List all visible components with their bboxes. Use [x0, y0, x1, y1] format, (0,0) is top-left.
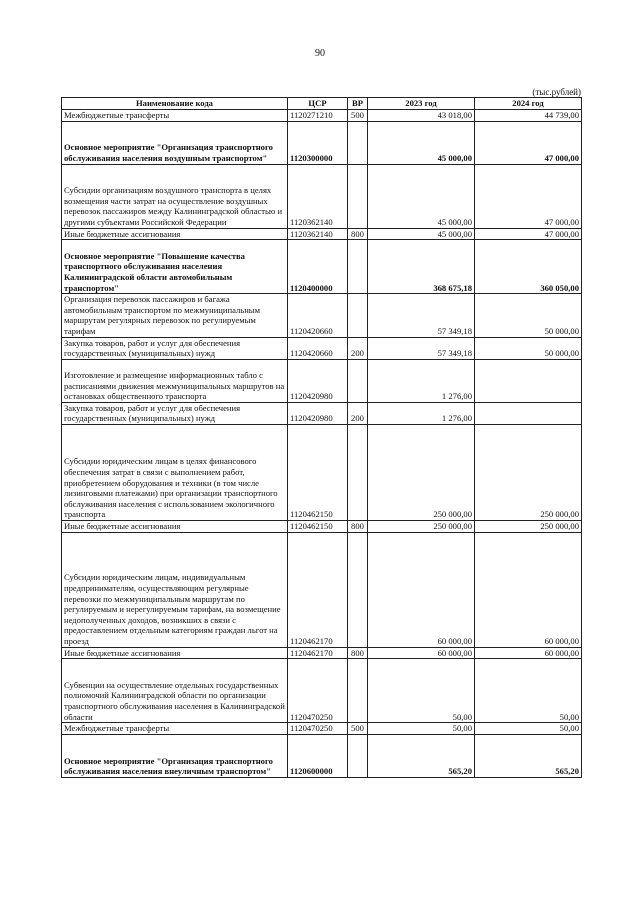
- value-2023-cell: 565,20: [368, 734, 475, 777]
- name-cell: Организация перевозок пассажиров и багажа автомобильным транспортом по межмуниципальным маршрутам регулярных перевозок по регулируемым тарифам: [62, 294, 288, 337]
- vr-cell: [348, 359, 368, 402]
- value-2024-cell: 60 000,00: [475, 647, 582, 659]
- header-name: Наименование кода: [62, 98, 288, 110]
- table-row: [62, 424, 582, 520]
- csr-cell: 1120462170: [288, 532, 348, 647]
- units-label: (тыс.рублей): [532, 87, 581, 97]
- csr-cell: 1120462170: [288, 647, 348, 659]
- vr-cell: 800: [348, 520, 368, 532]
- csr-cell: 1120470250: [288, 723, 348, 735]
- value-2023-cell: 43 018,00: [368, 110, 475, 122]
- vr-cell: 500: [348, 723, 368, 735]
- value-2023-cell: 1 276,00: [368, 402, 475, 424]
- name-cell: Закупка товаров, работ и услуг для обеспечения государственных (муниципальных) нужд: [62, 402, 288, 424]
- header-2024: 2024 год: [475, 98, 582, 110]
- value-2023-cell: 50,00: [368, 723, 475, 735]
- csr-cell: 1120470250: [288, 659, 348, 723]
- value-2023-cell: 50,00: [368, 659, 475, 723]
- vr-cell: [348, 532, 368, 647]
- vr-cell: [348, 164, 368, 228]
- name-cell: Субсидии юридическим лицам, индивидуальным предпринимателям, осуществляющим регулярные перевозки по межмуниципальным маршрутам по регулируемым и нерегулируемым тарифам, на возмещение недополученных доходов, возникших в связи с предоставлением отдельным категориям граждан льгот на проезд: [62, 532, 288, 647]
- vr-cell: 800: [348, 228, 368, 240]
- csr-cell: 1120420980: [288, 359, 348, 402]
- name-cell: Закупка товаров, работ и услуг для обеспечения государственных (муниципальных) нужд: [62, 337, 288, 359]
- name-cell: Иные бюджетные ассигнования: [62, 228, 288, 240]
- name-cell: Межбюджетные трансферты: [62, 723, 288, 735]
- value-2023-cell: 45 000,00: [368, 228, 475, 240]
- value-2024-cell: 47 000,00: [475, 228, 582, 240]
- name-cell: Иные бюджетные ассигнования: [62, 520, 288, 532]
- name-cell: Межбюджетные трансферты: [62, 110, 288, 122]
- vr-cell: 500: [348, 110, 368, 122]
- value-2024-cell: 47 000,00: [475, 164, 582, 228]
- header-2023: 2023 год: [368, 98, 475, 110]
- csr-cell: 1120420980: [288, 402, 348, 424]
- csr-cell: 1120300000: [288, 121, 348, 164]
- table-row: [62, 121, 582, 164]
- value-2024-cell: 250 000,00: [475, 424, 582, 520]
- value-2024-cell: 50 000,00: [475, 337, 582, 359]
- csr-cell: 1120362140: [288, 164, 348, 228]
- table-row: [62, 240, 582, 294]
- header-csr: ЦСР: [288, 98, 348, 110]
- table-row: [62, 294, 582, 337]
- value-2024-cell: 50,00: [475, 723, 582, 735]
- table-header-row: [62, 98, 582, 110]
- value-2024-cell: 44 739,00: [475, 110, 582, 122]
- value-2024-cell: 50 000,00: [475, 294, 582, 337]
- table-row: [62, 734, 582, 777]
- csr-cell: 1120600000: [288, 734, 348, 777]
- vr-cell: [348, 424, 368, 520]
- name-cell: Основное мероприятие "Повышение качества транспортного обслуживания населения Калининградской области автомобильным транспортом": [62, 240, 288, 294]
- value-2024-cell: 360 050,00: [475, 240, 582, 294]
- value-2023-cell: 250 000,00: [368, 424, 475, 520]
- table-row: [62, 532, 582, 647]
- name-cell: Изготовление и размещение информационных табло с расписаниями движения межмуниципальных маршрутов на остановках общественного транспорта: [62, 359, 288, 402]
- vr-cell: [348, 659, 368, 723]
- value-2024-cell: [475, 402, 582, 424]
- vr-cell: 200: [348, 337, 368, 359]
- value-2024-cell: 250 000,00: [475, 520, 582, 532]
- value-2024-cell: 47 000,00: [475, 121, 582, 164]
- name-cell: Основное мероприятие "Организация транспортного обслуживания населения воздушным транспортом": [62, 121, 288, 164]
- vr-cell: [348, 734, 368, 777]
- csr-cell: 1120420660: [288, 294, 348, 337]
- table-row: [62, 337, 582, 359]
- value-2023-cell: 45 000,00: [368, 121, 475, 164]
- table-row: [62, 359, 582, 402]
- table-row: [62, 520, 582, 532]
- value-2024-cell: 565,20: [475, 734, 582, 777]
- csr-cell: 1120362140: [288, 228, 348, 240]
- vr-cell: 200: [348, 402, 368, 424]
- table-row: [62, 228, 582, 240]
- value-2023-cell: 57 349,18: [368, 294, 475, 337]
- csr-cell: 1120420660: [288, 337, 348, 359]
- budget-table: [61, 97, 582, 778]
- value-2023-cell: 60 000,00: [368, 647, 475, 659]
- csr-cell: 1120271210: [288, 110, 348, 122]
- table-row: [62, 164, 582, 228]
- value-2024-cell: [475, 359, 582, 402]
- vr-cell: [348, 121, 368, 164]
- name-cell: Субсидии юридическим лицам в целях финансового обеспечения затрат в связи с выполнением работ, приобретением оборудования и техники (в том числе лизинговыми платежами) при организации транспортного обслуживания населения с использованием экологичного транспорта: [62, 424, 288, 520]
- name-cell: Субвенции на осуществление отдельных государственных полномочий Калининградской области по организации транспортного обслуживания населения в Калининградской области: [62, 659, 288, 723]
- value-2023-cell: 250 000,00: [368, 520, 475, 532]
- value-2023-cell: 1 276,00: [368, 359, 475, 402]
- table-row: [62, 110, 582, 122]
- vr-cell: 800: [348, 647, 368, 659]
- table-row: [62, 647, 582, 659]
- page-number: 90: [315, 48, 325, 59]
- table-row: [62, 659, 582, 723]
- vr-cell: [348, 240, 368, 294]
- value-2023-cell: 45 000,00: [368, 164, 475, 228]
- name-cell: Основное мероприятие "Организация транспортного обслуживания населения внеуличным транспортом": [62, 734, 288, 777]
- vr-cell: [348, 294, 368, 337]
- csr-cell: 1120400000: [288, 240, 348, 294]
- value-2023-cell: 60 000,00: [368, 532, 475, 647]
- value-2024-cell: 50,00: [475, 659, 582, 723]
- name-cell: Иные бюджетные ассигнования: [62, 647, 288, 659]
- csr-cell: 1120462150: [288, 520, 348, 532]
- value-2023-cell: 368 675,18: [368, 240, 475, 294]
- value-2023-cell: 57 349,18: [368, 337, 475, 359]
- value-2024-cell: 60 000,00: [475, 532, 582, 647]
- name-cell: Субсидии организациям воздушного транспорта в целях возмещения части затрат на осуществление воздушных перевозок пассажиров между Калининградской областью и другими субъектами Российской Федерации: [62, 164, 288, 228]
- table-row: [62, 402, 582, 424]
- table-row: [62, 723, 582, 735]
- csr-cell: 1120462150: [288, 424, 348, 520]
- header-vr: ВР: [348, 98, 368, 110]
